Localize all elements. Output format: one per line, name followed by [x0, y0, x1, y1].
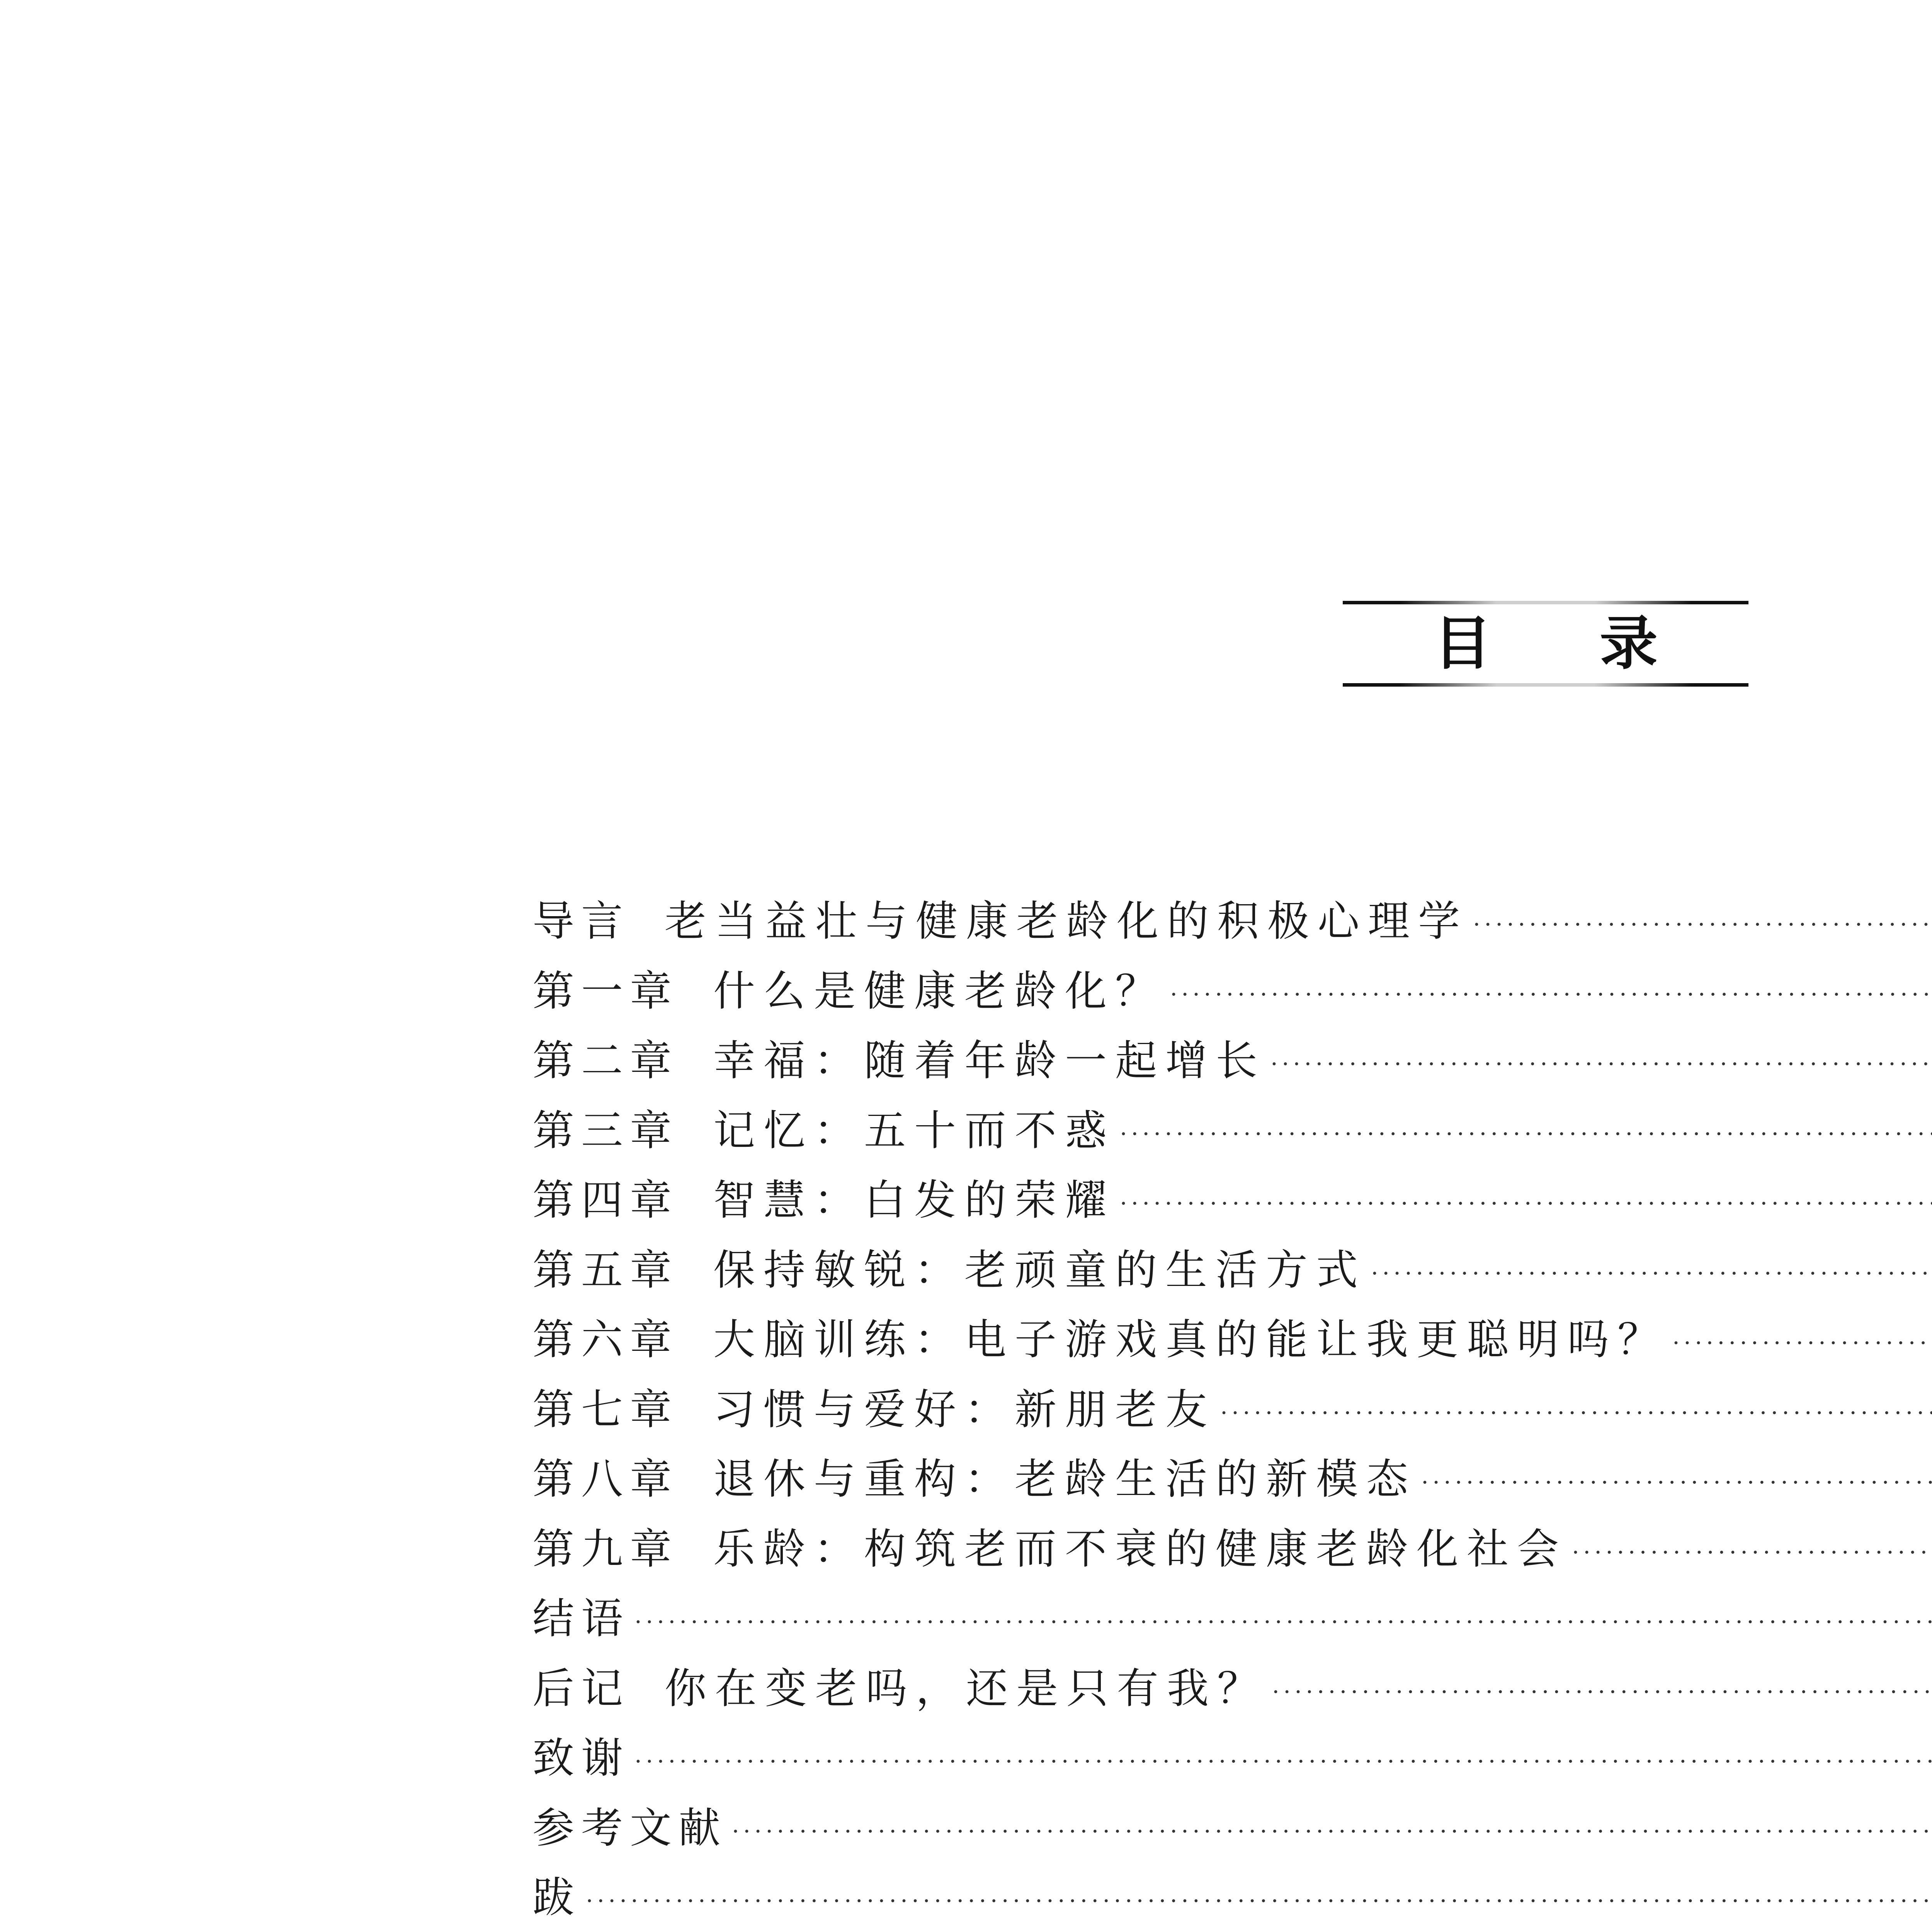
toc-chapter-label: 第二章: [532, 1037, 679, 1085]
toc-title-block: [1343, 601, 1748, 688]
toc-chapter-label: 导言: [532, 897, 630, 946]
toc-entry-title: 老当益壮与健康老龄化的积极心理学: [665, 897, 1469, 946]
toc-chapter-label: 第三章: [532, 1106, 679, 1155]
toc-entry-chapter-1[interactable]: [532, 957, 1932, 1027]
dot-leader: [1272, 1657, 1932, 1727]
toc-chapter-label: 第九章: [532, 1525, 679, 1573]
toc-entry-title: 幸福：随着年龄一起增长: [713, 1037, 1266, 1085]
dot-leader: [1572, 1518, 1932, 1588]
dot-leader: [586, 1866, 1932, 1932]
dot-leader: [634, 1587, 1932, 1657]
toc-entry-acknowledgements[interactable]: [532, 1724, 1932, 1794]
toc-entry-title: 乐龄：构筑老而不衰的健康老龄化社会: [713, 1525, 1568, 1573]
toc-chapter-label: 结语: [532, 1595, 630, 1643]
toc-entry-chapter-8[interactable]: [532, 1445, 1932, 1515]
toc-entry-title: 记忆：五十而不惑: [713, 1106, 1116, 1155]
dot-leader: [1672, 1308, 1932, 1378]
dot-leader: [1120, 1169, 1932, 1239]
title-bottom-rule: [1343, 683, 1748, 687]
toc-chapter-label: 第一章: [532, 967, 679, 1015]
toc-entry-chapter-5[interactable]: [532, 1236, 1932, 1306]
toc-entry-conclusion[interactable]: [532, 1584, 1932, 1654]
toc-chapter-label: 第七章: [532, 1385, 679, 1434]
dot-leader: [732, 1797, 1932, 1867]
toc-entry-references[interactable]: [532, 1794, 1932, 1864]
title-char-2: 录: [1600, 610, 1658, 677]
toc-entry-chapter-2[interactable]: [532, 1026, 1932, 1096]
toc-chapter-label: 跋: [532, 1874, 582, 1922]
toc-entry-chapter-9[interactable]: [532, 1515, 1932, 1585]
toc-entry-chapter-4[interactable]: [532, 1166, 1932, 1236]
title-char-1: 目: [1433, 610, 1492, 677]
toc-chapter-label: 第五章: [532, 1246, 679, 1294]
toc-chapter-label: 致谢: [532, 1734, 630, 1782]
toc-chapter-label: 第四章: [532, 1176, 679, 1225]
dot-leader: [1270, 1029, 1932, 1099]
dot-leader: [1473, 890, 1932, 960]
toc-chapter-label: 参考文献: [532, 1804, 728, 1852]
toc-entry-chapter-3[interactable]: [532, 1096, 1932, 1166]
toc-entry-afterword[interactable]: [532, 1654, 1932, 1724]
toc-chapter-label: 第八章: [532, 1455, 679, 1503]
toc-entry-chapter-7[interactable]: [532, 1375, 1932, 1445]
toc-chapter-label: 第六章: [532, 1316, 679, 1364]
dot-leader: [1421, 1448, 1932, 1518]
title-top-rule: [1343, 601, 1748, 604]
toc-entry-title: 保持敏锐：老顽童的生活方式: [713, 1246, 1367, 1294]
table-of-contents: [532, 887, 1932, 1932]
dot-leader: [1120, 1099, 1932, 1169]
toc-entry-intro[interactable]: [532, 887, 1932, 957]
dot-leader: [634, 1727, 1932, 1797]
toc-chapter-label: 后记: [532, 1664, 630, 1713]
toc-entry-chapter-6[interactable]: [532, 1305, 1932, 1375]
toc-entry-title: 智慧：白发的荣耀: [713, 1176, 1116, 1225]
page-title: [1343, 604, 1748, 683]
toc-entry-postscript[interactable]: [532, 1863, 1932, 1932]
dot-leader: [1170, 960, 1932, 1030]
toc-entry-title: 退休与重构：老龄生活的新模态: [713, 1455, 1417, 1503]
toc-entry-title: 习惯与爱好：新朋老友: [713, 1385, 1216, 1434]
toc-entry-title: 什么是健康老龄化？: [713, 967, 1166, 1015]
toc-entry-title: 大脑训练：电子游戏真的能让我更聪明吗？: [713, 1316, 1668, 1364]
dot-leader: [1220, 1378, 1932, 1448]
toc-entry-title: 你在变老吗，还是只有我？: [665, 1664, 1268, 1713]
dot-leader: [1371, 1239, 1932, 1309]
